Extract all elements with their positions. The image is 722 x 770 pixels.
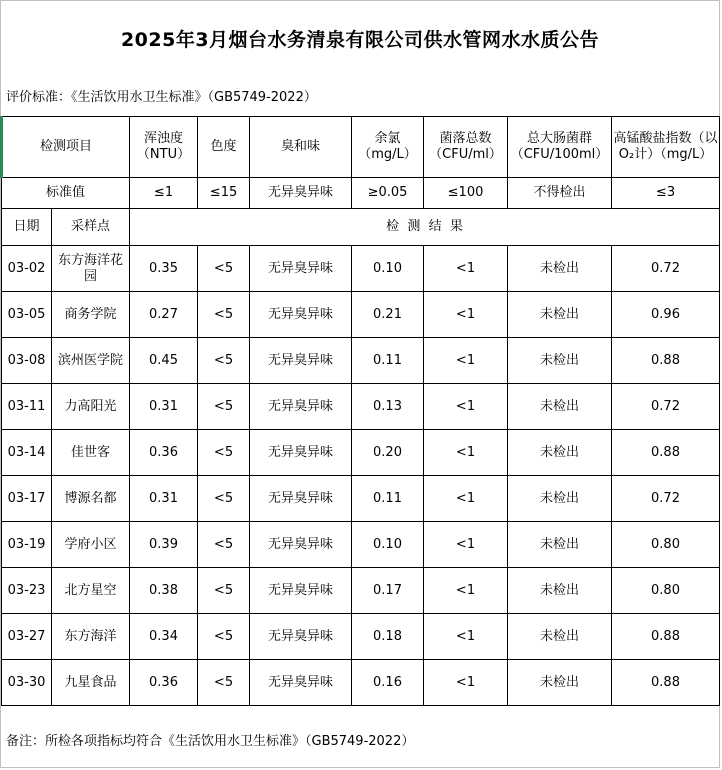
row-chlorine: 0.18 [352, 614, 424, 660]
row-date: 03-17 [2, 476, 52, 522]
row-turbidity: 0.38 [130, 568, 198, 614]
row-coliform: 未检出 [508, 338, 612, 384]
col-header-permanganate: 高锰酸盐指数（以O₂计）（mg/L） [612, 117, 720, 178]
row-permanganate: 0.88 [612, 614, 720, 660]
row-permanganate: 0.88 [612, 338, 720, 384]
row-site: 力高阳光 [52, 384, 130, 430]
row-odor: 无异臭异味 [250, 384, 352, 430]
row-site: 博源名都 [52, 476, 130, 522]
row-site: 东方海洋花园 [52, 246, 130, 292]
row-colony: <1 [424, 338, 508, 384]
row-turbidity: 0.39 [130, 522, 198, 568]
row-date: 03-08 [2, 338, 52, 384]
table-row [2, 476, 720, 522]
row-chlorine: 0.11 [352, 476, 424, 522]
water-quality-table [0, 116, 720, 706]
row-coliform: 未检出 [508, 614, 612, 660]
row-odor: 无异臭异味 [250, 568, 352, 614]
row-turbidity: 0.31 [130, 476, 198, 522]
row-odor: 无异臭异味 [250, 246, 352, 292]
row-colony: <1 [424, 568, 508, 614]
row-color: <5 [198, 292, 250, 338]
row-odor: 无异臭异味 [250, 292, 352, 338]
row-permanganate: 0.72 [612, 384, 720, 430]
row-odor: 无异臭异味 [250, 522, 352, 568]
row-color: <5 [198, 384, 250, 430]
header-row [2, 117, 720, 178]
row-turbidity: 0.36 [130, 660, 198, 706]
row-site: 学府小区 [52, 522, 130, 568]
row-color: <5 [198, 246, 250, 292]
row-colony: <1 [424, 522, 508, 568]
results-header: 检 测 结 果 [130, 209, 720, 246]
standard-row [2, 178, 720, 209]
table-row [2, 614, 720, 660]
row-color: <5 [198, 338, 250, 384]
standard-value: ≤15 [198, 178, 250, 209]
row-turbidity: 0.27 [130, 292, 198, 338]
row-date: 03-05 [2, 292, 52, 338]
subheader-row [2, 209, 720, 246]
row-chlorine: 0.16 [352, 660, 424, 706]
col-header-odor: 臭和味 [250, 117, 352, 178]
row-turbidity: 0.36 [130, 430, 198, 476]
standard-value: 无异臭异味 [250, 178, 352, 209]
row-turbidity: 0.34 [130, 614, 198, 660]
standard-value: ≤100 [424, 178, 508, 209]
row-coliform: 未检出 [508, 660, 612, 706]
row-date: 03-02 [2, 246, 52, 292]
row-odor: 无异臭异味 [250, 430, 352, 476]
row-color: <5 [198, 614, 250, 660]
row-colony: <1 [424, 614, 508, 660]
table-row [2, 384, 720, 430]
row-permanganate: 0.80 [612, 522, 720, 568]
standard-value: ≥0.05 [352, 178, 424, 209]
col-header-chlorine: 余氯（mg/L） [352, 117, 424, 178]
col-header-color: 色度 [198, 117, 250, 178]
row-turbidity: 0.35 [130, 246, 198, 292]
standard-label: 标准值 [2, 178, 130, 209]
row-chlorine: 0.21 [352, 292, 424, 338]
standard-value: ≤3 [612, 178, 720, 209]
row-odor: 无异臭异味 [250, 476, 352, 522]
table-row [2, 568, 720, 614]
row-colony: <1 [424, 292, 508, 338]
row-site: 九星食品 [52, 660, 130, 706]
row-chlorine: 0.10 [352, 246, 424, 292]
row-site: 佳世客 [52, 430, 130, 476]
row-coliform: 未检出 [508, 292, 612, 338]
row-color: <5 [198, 476, 250, 522]
row-permanganate: 0.88 [612, 430, 720, 476]
row-odor: 无异臭异味 [250, 660, 352, 706]
row-colony: <1 [424, 246, 508, 292]
row-chlorine: 0.13 [352, 384, 424, 430]
col-header-coliform: 总大肠菌群（CFU/100ml） [508, 117, 612, 178]
row-coliform: 未检出 [508, 568, 612, 614]
row-coliform: 未检出 [508, 522, 612, 568]
row-permanganate: 0.72 [612, 246, 720, 292]
row-color: <5 [198, 660, 250, 706]
row-date: 03-23 [2, 568, 52, 614]
row-permanganate: 0.88 [612, 660, 720, 706]
row-turbidity: 0.31 [130, 384, 198, 430]
footnote: 备注：所检各项指标均符合《生活饮用水卫生标准》（GB5749-2022） [6, 734, 415, 749]
row-date: 03-14 [2, 430, 52, 476]
row-colony: <1 [424, 384, 508, 430]
row-color: <5 [198, 522, 250, 568]
row-site: 东方海洋 [52, 614, 130, 660]
table-row [2, 660, 720, 706]
table-row [2, 338, 720, 384]
standard-value: 不得检出 [508, 178, 612, 209]
table-row [2, 292, 720, 338]
row-chlorine: 0.20 [352, 430, 424, 476]
row-odor: 无异臭异味 [250, 614, 352, 660]
row-date: 03-11 [2, 384, 52, 430]
site-header: 采样点 [52, 209, 130, 246]
row-permanganate: 0.72 [612, 476, 720, 522]
row-colony: <1 [424, 660, 508, 706]
row-chlorine: 0.11 [352, 338, 424, 384]
table-row [2, 430, 720, 476]
row-chlorine: 0.17 [352, 568, 424, 614]
row-coliform: 未检出 [508, 430, 612, 476]
row-permanganate: 0.80 [612, 568, 720, 614]
page-title: 2025年3月烟台水务清泉有限公司供水管网水水质公告 [120, 28, 600, 51]
date-header: 日期 [2, 209, 52, 246]
row-coliform: 未检出 [508, 384, 612, 430]
row-permanganate: 0.96 [612, 292, 720, 338]
col-header-turbidity: 浑浊度（NTU） [130, 117, 198, 178]
row-color: <5 [198, 568, 250, 614]
evaluation-standard: 评价标准：《生活饮用水卫生标准》（GB5749-2022） [6, 90, 317, 105]
row-colony: <1 [424, 476, 508, 522]
row-coliform: 未检出 [508, 246, 612, 292]
row-site: 北方星空 [52, 568, 130, 614]
row-site: 商务学院 [52, 292, 130, 338]
row-date: 03-19 [2, 522, 52, 568]
row-date: 03-30 [2, 660, 52, 706]
row-coliform: 未检出 [508, 476, 612, 522]
row-odor: 无异臭异味 [250, 338, 352, 384]
col-header-colony: 菌落总数（CFU/ml） [424, 117, 508, 178]
row-date: 03-27 [2, 614, 52, 660]
col-header-item: 检测项目 [2, 117, 130, 178]
table-row [2, 246, 720, 292]
row-chlorine: 0.10 [352, 522, 424, 568]
standard-value: ≤1 [130, 178, 198, 209]
row-turbidity: 0.45 [130, 338, 198, 384]
table-row [2, 522, 720, 568]
row-colony: <1 [424, 430, 508, 476]
row-site: 滨州医学院 [52, 338, 130, 384]
row-color: <5 [198, 430, 250, 476]
